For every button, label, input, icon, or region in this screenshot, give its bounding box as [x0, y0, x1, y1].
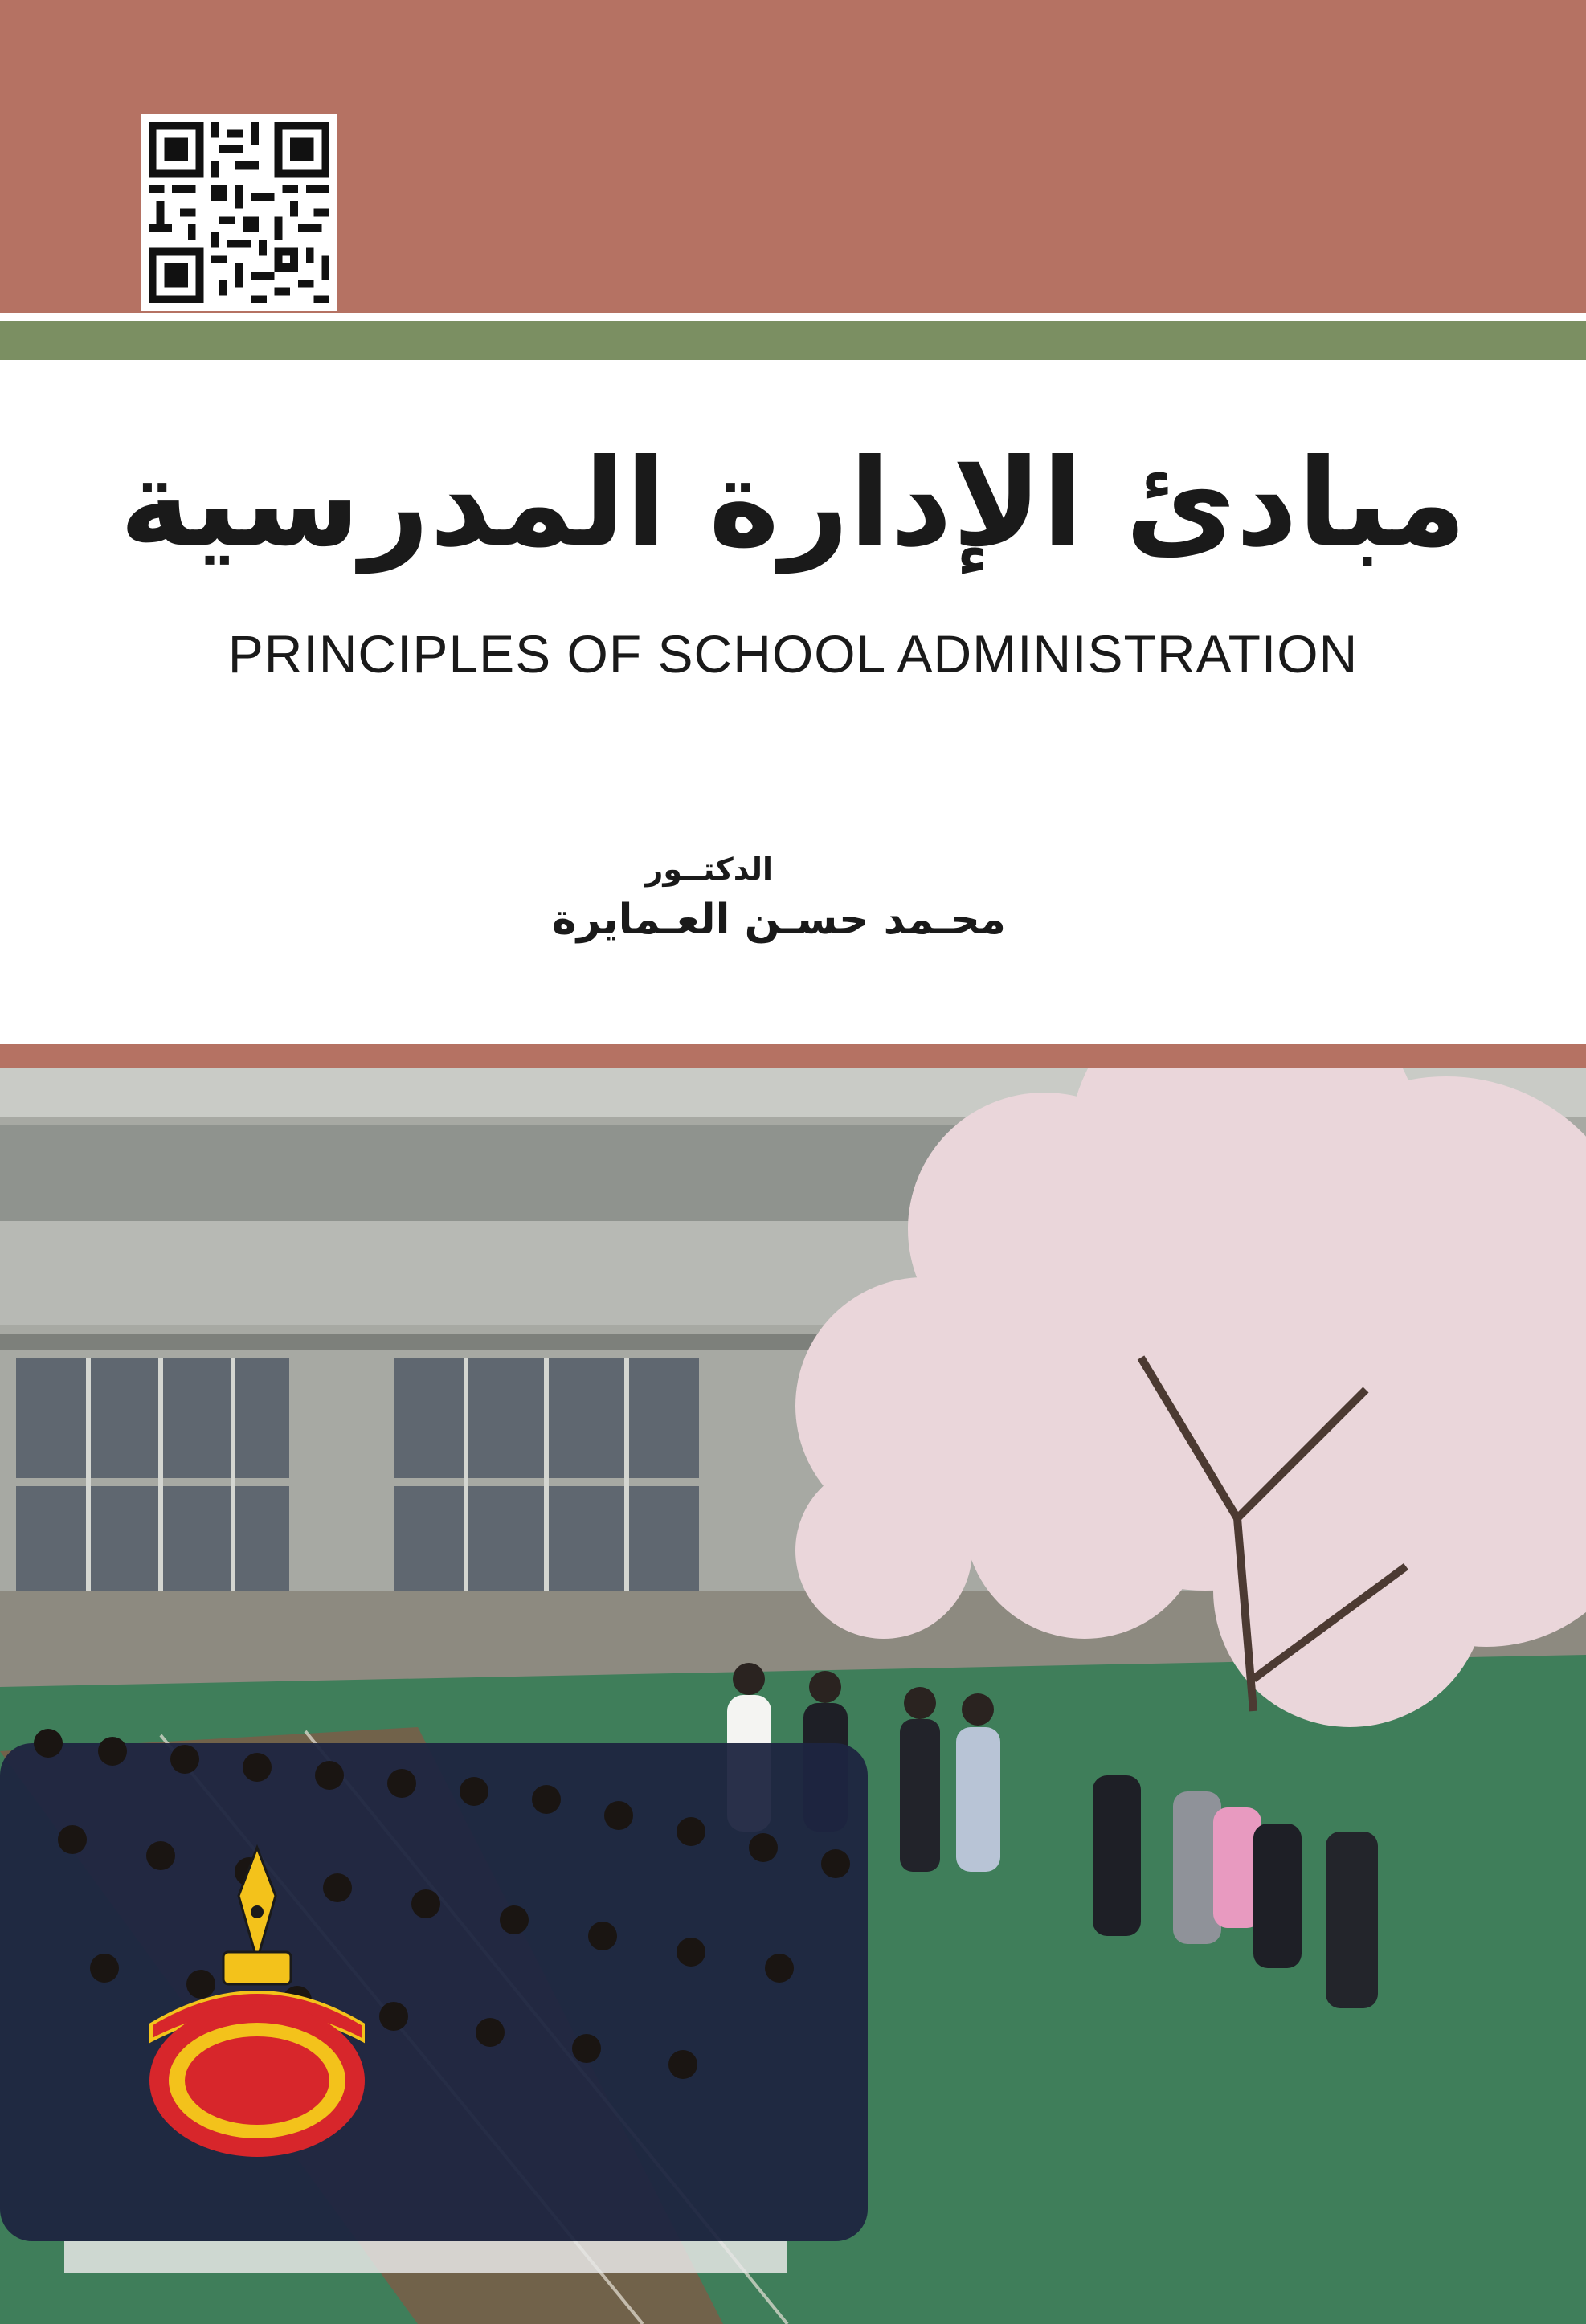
qr-code-icon	[141, 114, 337, 311]
publisher-logo-icon	[143, 1840, 371, 2161]
author-label: الدكتــور	[645, 852, 773, 887]
green-color-band	[0, 321, 1586, 360]
photo-top-band	[0, 1044, 1586, 1068]
book-title-english: PRINCIPLES OF SCHOOL ADMINISTRATION	[227, 624, 1359, 684]
book-title-arabic: مبادئ الإدارة المدرسية	[119, 434, 1467, 574]
author-name: محـمد حسـن العـمايرة	[552, 896, 1006, 944]
white-divider	[0, 313, 1586, 321]
